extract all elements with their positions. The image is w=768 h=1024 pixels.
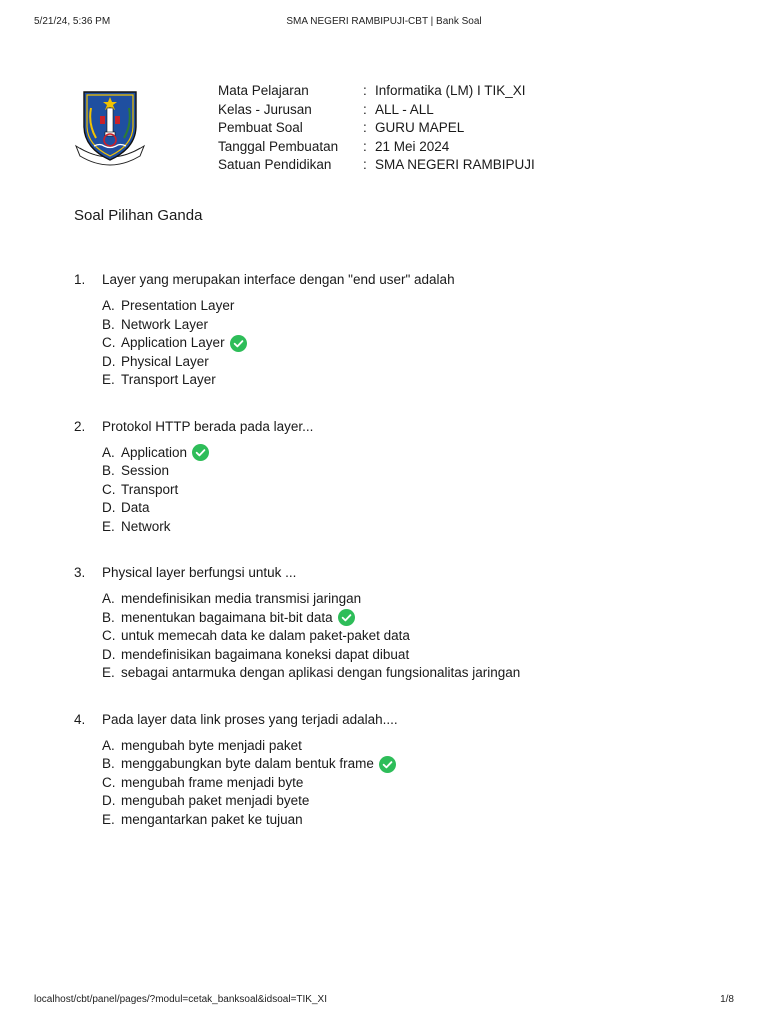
option-text: mengubah frame menjadi byte xyxy=(121,774,304,790)
answer-option xyxy=(102,590,728,609)
option-text: sebagai antarmuka dengan aplikasi dengan fungsionalitas jaringan xyxy=(121,665,521,680)
option-letter: D. xyxy=(102,646,116,662)
question-number: 2. xyxy=(74,418,86,434)
question-text: Physical layer berfungsi untuk ... xyxy=(102,565,297,580)
print-footer xyxy=(34,994,734,1008)
answer-option xyxy=(102,371,728,390)
question-text-row xyxy=(74,564,728,582)
print-page-title: SMA NEGERI RAMBIPUJI-CBT | Bank Soal xyxy=(286,16,482,27)
answer-option xyxy=(102,646,728,665)
answer-option xyxy=(102,755,728,774)
meta-value: Informatika (LM) I TIK_XI xyxy=(375,83,526,98)
option-letter: E. xyxy=(102,372,115,387)
east-java-crest-icon xyxy=(74,86,146,166)
print-url: localhost/cbt/panel/pages/?modul=cetak_banksoal&idsoal=TIK_XI xyxy=(34,994,327,1005)
print-datetime: 5/21/24, 5:36 PM xyxy=(34,16,111,27)
question-text: Protokol HTTP berada pada layer... xyxy=(102,418,314,434)
question-item xyxy=(74,564,728,683)
answer-option xyxy=(102,737,728,756)
option-letter: A. xyxy=(102,737,115,753)
question-number: 1. xyxy=(74,272,86,287)
answer-option xyxy=(102,334,728,353)
option-letter: E. xyxy=(102,811,115,827)
question-list xyxy=(74,271,728,857)
option-text: Application xyxy=(121,444,188,460)
meta-row-class xyxy=(218,101,535,120)
meta-row-date xyxy=(218,138,535,157)
meta-value: GURU MAPEL xyxy=(375,120,465,135)
option-text: mendefinisikan bagaimana koneksi dapat dibuat xyxy=(121,646,410,662)
correct-check-icon xyxy=(379,756,396,773)
meta-label: Tanggal Pembuatan xyxy=(218,138,339,154)
meta-value: ALL - ALL xyxy=(375,101,434,117)
option-letter: B. xyxy=(102,316,115,332)
option-list xyxy=(102,737,728,830)
answer-option xyxy=(102,481,728,500)
answer-option xyxy=(102,518,728,537)
question-text: Pada layer data link proses yang terjadi adalah.... xyxy=(102,711,398,727)
option-text: menentukan bagaimana bit-bit data xyxy=(121,609,333,625)
answer-option xyxy=(102,499,728,518)
question-text-row xyxy=(74,271,728,289)
option-letter: B. xyxy=(102,463,115,478)
meta-value: 21 Mei 2024 xyxy=(375,138,450,154)
answer-option xyxy=(102,627,728,646)
meta-separator: : xyxy=(363,157,367,172)
answer-option xyxy=(102,316,728,335)
option-letter: A. xyxy=(102,298,115,313)
option-text: untuk memecah data ke dalam paket-paket data xyxy=(121,628,410,643)
question-item xyxy=(74,418,728,537)
question-item xyxy=(74,271,728,390)
option-text: mengubah byte menjadi paket xyxy=(121,737,302,753)
option-text: menggabungkan byte dalam bentuk frame xyxy=(121,756,374,771)
option-letter: B. xyxy=(102,609,115,625)
option-letter: E. xyxy=(102,518,115,534)
question-text-row xyxy=(74,418,728,436)
correct-check-icon xyxy=(192,444,209,461)
school-logo xyxy=(74,86,146,166)
meta-row-subject xyxy=(218,82,535,101)
option-text: mengubah paket menjadi byete xyxy=(121,793,310,808)
answer-option xyxy=(102,609,728,628)
print-page-number: 1/8 xyxy=(720,994,734,1005)
meta-label: Mata Pelajaran xyxy=(218,83,309,98)
option-list xyxy=(102,590,728,683)
question-item xyxy=(74,711,728,830)
answer-option xyxy=(102,297,728,316)
print-header xyxy=(34,16,734,30)
correct-check-icon xyxy=(338,609,355,626)
option-text: Session xyxy=(121,463,170,478)
option-text: Physical Layer xyxy=(121,353,209,369)
answer-option xyxy=(102,462,728,481)
answer-option xyxy=(102,353,728,372)
option-list xyxy=(102,297,728,390)
meta-separator: : xyxy=(363,101,367,117)
meta-label: Satuan Pendidikan xyxy=(218,157,332,172)
answer-option xyxy=(102,664,728,683)
option-text: Application Layer xyxy=(121,335,225,350)
meta-row-school xyxy=(218,156,535,175)
option-text: Transport xyxy=(121,481,179,497)
option-letter: D. xyxy=(102,500,116,515)
exam-meta-info xyxy=(218,82,535,175)
option-letter: C. xyxy=(102,481,116,497)
option-text: Network Layer xyxy=(121,316,209,332)
question-number: 4. xyxy=(74,711,86,727)
option-list xyxy=(102,444,728,537)
option-letter: E. xyxy=(102,665,115,680)
option-letter: C. xyxy=(102,628,116,643)
option-text: Presentation Layer xyxy=(121,298,235,313)
meta-label: Kelas - Jurusan xyxy=(218,101,312,117)
option-text: mengantarkan paket ke tujuan xyxy=(121,811,303,827)
question-text: Layer yang merupakan interface dengan "end user" adalah xyxy=(102,272,455,287)
meta-separator: : xyxy=(363,138,367,154)
question-text-row xyxy=(74,711,728,729)
meta-row-author xyxy=(218,119,535,138)
answer-option xyxy=(102,811,728,830)
option-letter: B. xyxy=(102,756,115,771)
option-letter: C. xyxy=(102,774,116,790)
answer-option xyxy=(102,774,728,793)
answer-option xyxy=(102,792,728,811)
option-text: Transport Layer xyxy=(121,372,216,387)
answer-option xyxy=(102,444,728,463)
option-text: Data xyxy=(121,500,150,515)
option-text: Network xyxy=(121,518,171,534)
question-number: 3. xyxy=(74,565,86,580)
option-letter: D. xyxy=(102,353,116,369)
option-text: mendefinisikan media transmisi jaringan xyxy=(121,591,362,606)
meta-separator: : xyxy=(363,83,367,98)
meta-separator: : xyxy=(363,120,367,135)
meta-value: SMA NEGERI RAMBIPUJI xyxy=(375,157,535,172)
option-letter: A. xyxy=(102,444,115,460)
meta-label: Pembuat Soal xyxy=(218,120,303,135)
section-title: Soal Pilihan Ganda xyxy=(74,207,203,224)
option-letter: D. xyxy=(102,793,116,808)
option-letter: C. xyxy=(102,335,116,350)
option-letter: A. xyxy=(102,591,115,606)
correct-check-icon xyxy=(230,335,247,352)
